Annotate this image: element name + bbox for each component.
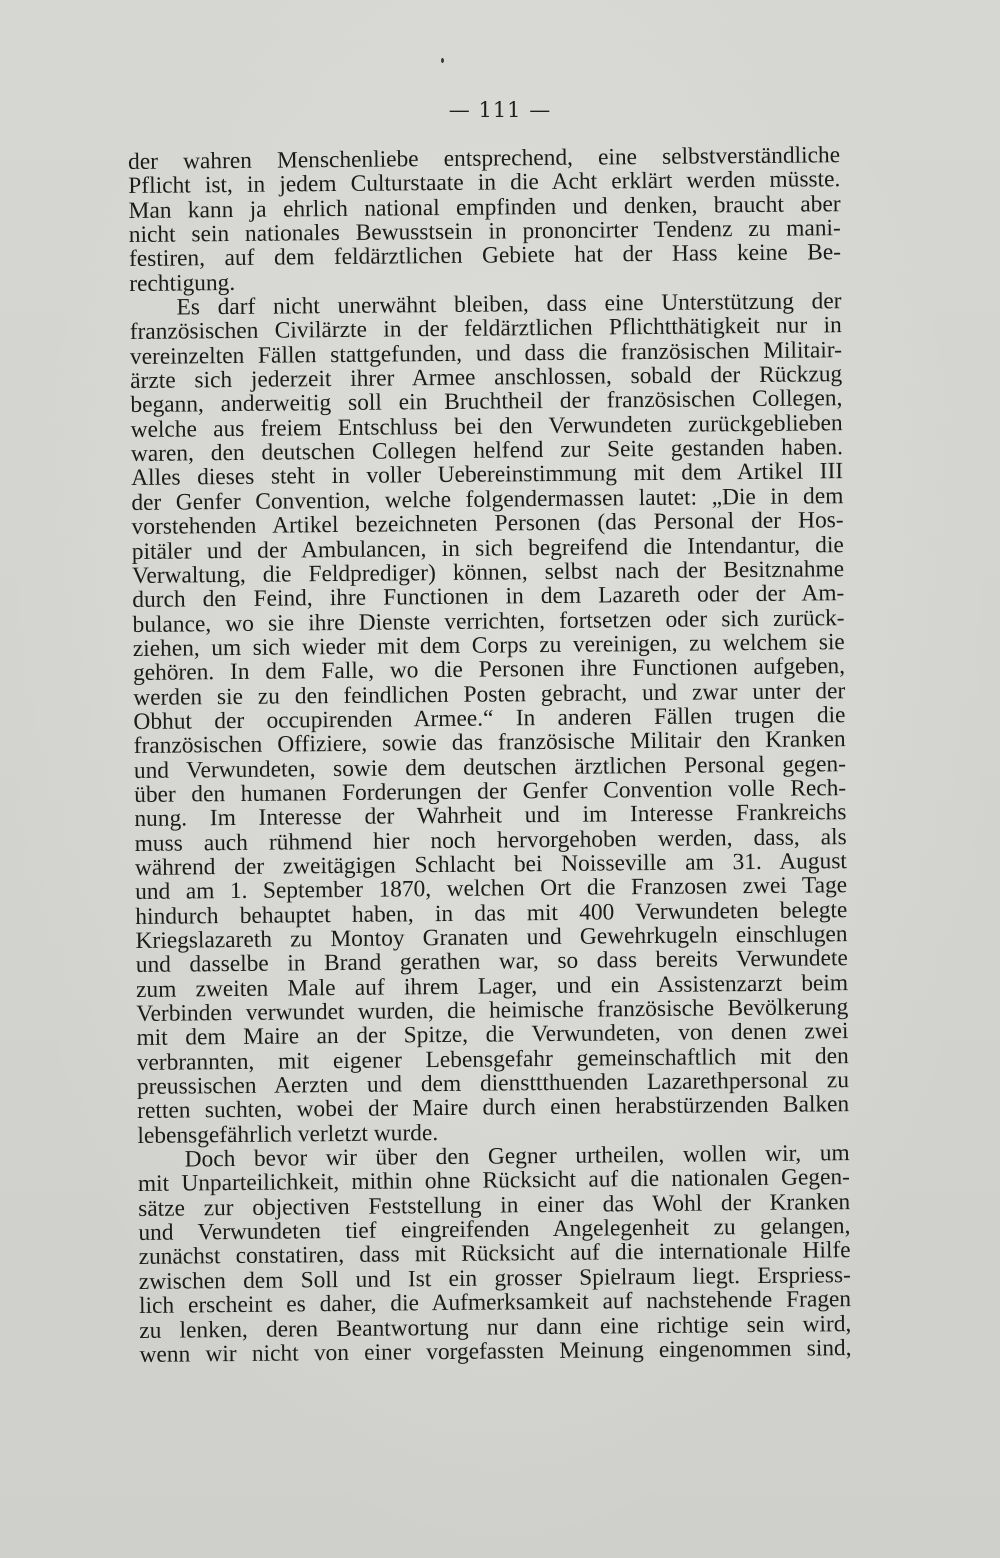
text-line: welche aus freiem Entschluss bei den Verwundeten zurückgeblieben [130, 409, 843, 443]
text-line: ziehen, um sich wieder mit dem Corps zu vereinigen, zu welchem sie [132, 629, 845, 662]
text-line: französischen Offiziere, sowie das französische Militair den Kranken [133, 726, 846, 760]
text-line: französischen Civilärzte in der feldärztlichen Pflichtthätigkeit nur in [129, 312, 842, 346]
text-line: Alles dieses steht in voller Uebereinstimmung mit dem Artikel III [131, 458, 844, 492]
text-line: zwischen dem Soll und Ist ein grosser Spielraum liegt. Erspriess- [138, 1261, 851, 1295]
text-line: Kriegslazareth zu Montoy Granaten und Gewehrkugeln einschlugen [135, 921, 848, 954]
text-line: und dasselbe in Brand gerathen war, so dass bereits Verwundete [135, 945, 848, 979]
text-line: und Verwundeten, sowie dem deutschen ärztlichen Personal gegen- [133, 750, 847, 784]
text-line: Verwaltung, die Feldprediger) können, selbst nach der Besitznahme [131, 555, 845, 589]
text-line: mit dem Maire an der Spitze, die Verwundeten, von denen zwei [136, 1018, 849, 1052]
text-line: Es darf nicht unerwähnt bleiben, dass eine Unterstützung der [176, 288, 842, 321]
text-line: preussischen Aerzten und dem diensttthuenden Lazarethpersonal zu [136, 1067, 850, 1101]
text-line: wenn wir nicht von einer vorgefassten Meinung eingenommen sind, [139, 1334, 852, 1368]
text-line: mit Unparteilichkeit, mithin ohne Rücksicht auf die nationalen Gegen- [137, 1164, 851, 1198]
text-line: lich erscheint es daher, die Aufmerksamkeit auf nachstehende Fragen [138, 1286, 852, 1320]
text-line: Man kann ja ehrlich national empfinden und denken, braucht aber [128, 190, 841, 224]
ink-speck [441, 58, 444, 63]
text-line: vereinzelten Fällen stattgefunden, und dass die französischen Militair- [129, 336, 843, 370]
page-number: — 111 — [448, 98, 552, 122]
text-line: waren, den deutschen Collegen helfend zur Seite gestanden haben. [130, 434, 844, 468]
text-line: zum zweiten Male auf ihrem Lager, und ein Assistenzarzt beim [135, 969, 849, 1003]
text-line: vorstehenden Artikel bezeichneten Personen (das Personal der Hos- [131, 507, 844, 541]
text-line: werden sie zu den feindlichen Posten gebracht, und zwar unter der [133, 677, 846, 711]
text-line: und Verwundeten tief eingreifenden Angelegenheit zu gelangen, [138, 1213, 851, 1247]
text-line: festiren, auf dem feldärztlichen Gebiete hat der Hass keine Be- [128, 239, 842, 273]
text-line: hindurch behauptet haben, in das mit 400 Verwundeten belegte [135, 896, 848, 930]
text-line: retten suchten, wobei der Maire durch einen herabstürzenden Balken [137, 1091, 850, 1125]
text-line: zunächst constatiren, dass mit Rücksicht auf die internationale Hilfe [138, 1237, 851, 1271]
text-line: gehören. In dem Falle, wo die Personen ihre Functionen aufgeben, [132, 653, 846, 687]
text-line: und am 1. September 1870, welchen Ort die Franzosen zwei Tage [135, 872, 848, 906]
text-line: rechtigung. [129, 269, 236, 297]
text-line: Obhut der occupirenden Armee.“ In anderen Fällen trugen die [133, 702, 846, 735]
text-line: sätze zur objectiven Feststellung in einer das Wohl der Kranken [138, 1188, 851, 1222]
text-line: zu lenken, deren Beantwortung nur dann eine richtige sein wird, [139, 1310, 852, 1344]
text-line: bulance, wo sie ihre Dienste verrichten, fortsetzen oder sich zurück- [132, 604, 845, 638]
text-line: durch den Feind, ihre Functionen in dem Lazareth oder der Am- [132, 580, 845, 614]
text-line: der Genfer Convention, welche folgendermassen lautet: „Die in dem [131, 482, 844, 516]
body-text [128, 143, 852, 1367]
text-line: ärzte sich jederzeit ihrer Armee anschlossen, sobald der Rückzug [130, 361, 843, 395]
text-line: über den humanen Forderungen der Genfer Convention volle Rech- [134, 775, 847, 808]
text-line: der wahren Menschenliebe entsprechend, eine selbstverständliche [127, 142, 841, 175]
text-line: nicht sein nationales Bewusstsein in prononcirter Tendenz zu mani- [128, 215, 841, 249]
text-line: nung. Im Interesse der Wahrheit und im Interesse Frankreichs [134, 799, 847, 833]
text-line: Verbinden verwundet wurden, die heimische französische Bevölkerung [136, 994, 849, 1027]
text-line: verbrannten, mit eigener Lebensgefahr gemeinschaftlich mit den [136, 1042, 849, 1076]
text-line: lebensgefährlich verletzt wurde. [137, 1119, 439, 1149]
text-line: Pflicht ist, in jedem Culturstaate in die Acht erklärt werden müsste. [128, 166, 841, 200]
text-line: während der zweitägigen Schlacht bei Noisseville am 31. August [134, 848, 847, 881]
text-line: muss auch rühmend hier noch hervorgehoben werden, dass, als [134, 823, 847, 857]
text-line: Doch bevor wir über den Gegner urtheilen, wollen wir, um [184, 1140, 850, 1173]
text-line: begann, anderweitig soll ein Bruchtheil der französischen Collegen, [130, 385, 843, 419]
text-line: pitäler und der Ambulancen, in sich begreifend die Intendantur, die [131, 531, 844, 565]
